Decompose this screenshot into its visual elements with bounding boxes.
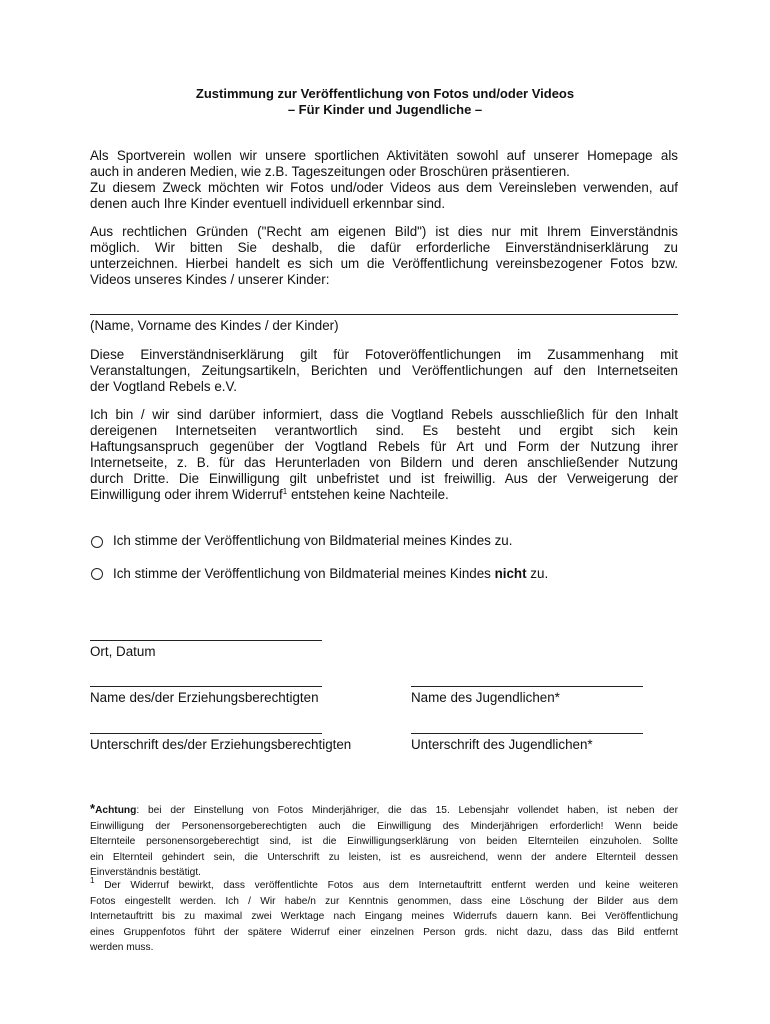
- attention-line: Elternteile personensorgeberechtigt sind, ist die Einwilligungserklärung von beiden Elternteilen einzuholen. Sollte: [90, 836, 678, 847]
- consent-no-tail: zu.: [526, 566, 549, 581]
- footnote-1: [90, 878, 678, 956]
- attention-label: Achtung: [95, 805, 137, 816]
- guardian-name-label: Name des/der Erziehungsberechtigten: [90, 690, 319, 705]
- intro-line: Zu diesem Zweck möchten wir Fotos und/oder Videos aus dem Vereinsleben verwenden, auf: [90, 180, 678, 195]
- liability-line: durch Dritte. Die Einwilligung gilt unbefristet und ist freiwillig. Aus der Verweigerung der: [90, 471, 678, 486]
- attention-line: Einverständnis bestätigt.: [90, 867, 201, 878]
- liability-line: Internetseite, z. B. für das Herunterladen von Bildern und deren anschließender Nutzung: [90, 455, 678, 470]
- legal-line: möglich. Wir bitten Sie deshalb, die dafür erforderliche Einverständniserklärung zu: [90, 240, 678, 255]
- footnote-marker: 1: [90, 876, 95, 885]
- liability-line: Ich bin / wir sind darüber informiert, dass die Vogtland Rebels ausschließlich für den Inhalt: [90, 407, 678, 422]
- scope-paragraph: [90, 347, 678, 395]
- title-line-2: – Für Kinder und Jugendliche –: [287, 102, 483, 117]
- footnote-line: werden muss.: [90, 942, 154, 953]
- form-title: [0, 86, 770, 118]
- footnote-line: eines Gruppenfotos führt der spätere Widerruf einer einzelnen Person grds. nicht dazu, dass das Bild entfernt: [90, 926, 678, 938]
- youth-name-label: Name des Jugendlichen*: [411, 690, 560, 705]
- intro-line: Als Sportverein wollen wir unsere sportlichen Aktivitäten sowohl auf unserer Homepage als: [90, 148, 678, 163]
- footnote-line: Internetauftritt bis zu maximal zwei Werktage nach Eingang meines Widerrufs dauern kann. Bei Veröffentlichung: [90, 911, 678, 922]
- guardian-name-field[interactable]: [90, 686, 322, 687]
- scope-line: Diese Einverständniserklärung gilt für Fotoveröffentlichungen im Zusammenhang mit: [90, 347, 678, 362]
- consent-no-radio[interactable]: [91, 568, 103, 580]
- intro-line: auch in anderen Medien, wie z.B. Tageszeitungen oder Broschüren präsentieren.: [90, 164, 570, 179]
- consent-no-emphasis: nicht: [494, 566, 527, 581]
- place-date-field[interactable]: [90, 640, 322, 641]
- scope-line: Veranstaltungen, Zeitungsartikeln, Berichten und Veröffentlichungen auf den Internetseiten: [90, 363, 678, 378]
- liability-last-tail: entstehen keine Nachteile.: [287, 487, 449, 502]
- place-date-label: Ort, Datum: [90, 644, 156, 659]
- guardian-signature-label: Unterschrift des/der Erziehungsberechtigten: [90, 737, 352, 752]
- youth-signature-label: Unterschrift des Jugendlichen*: [411, 737, 593, 752]
- liability-line: dereigenen Internetseiten verantwortlich sind. Es besteht und ergibt sich kein: [90, 423, 678, 438]
- guardian-signature-field[interactable]: [90, 733, 322, 734]
- consent-yes-label[interactable]: Ich stimme der Veröffentlichung von Bildmaterial meines Kindes zu.: [113, 533, 513, 548]
- liability-paragraph: [90, 407, 678, 503]
- footnote-text: Der Widerruf bewirkt, dass veröffentlichte Fotos aus dem Internetauftritt entfernt werden und keine weiteren: [94, 880, 678, 891]
- consent-no-text: Ich stimme der Veröffentlichung von Bildmaterial meines Kindes: [113, 566, 495, 581]
- liability-last-text: Einwilligung oder ihrem Widerruf: [90, 487, 283, 502]
- legal-line: Videos unseres Kindes / unserer Kinder:: [90, 272, 330, 287]
- legal-line: unterzeichnen. Hierbei handelt es sich um die Veröffentlichung vereinsbezogener Fotos bzw.: [90, 256, 678, 271]
- asterisk-marker: *: [90, 801, 96, 816]
- consent-yes-radio[interactable]: [91, 536, 103, 548]
- footnote-line: [90, 878, 678, 894]
- attention-line: Einwilligung der Personensorgeberechtigten auch die Einwilligung des Minderjährigen erforderlich! Wenn beide: [90, 820, 678, 832]
- youth-signature-field[interactable]: [411, 733, 643, 734]
- scope-line: der Vogtland Rebels e.V.: [90, 379, 237, 394]
- liability-line: Haftungsanspruch gegenüber der Vogtland Rebels für Art und Form der Nutzung ihrer: [90, 439, 678, 454]
- attention-line: ein Elternteil gehindert sein, die Unterschrift zu leisten, ist es ausreichend, wenn der andere Elternteil dessen: [90, 851, 678, 863]
- child-name-label: (Name, Vorname des Kindes / der Kinder): [90, 318, 339, 333]
- legal-paragraph: [90, 224, 678, 288]
- footnote-line: Fotos eingestellt werden. Ich / Wir habe/n zur Kenntnis genommen, dass eine Löschung der Bilder aus dem: [90, 895, 678, 907]
- youth-name-field[interactable]: [411, 686, 643, 687]
- legal-line: Aus rechtlichen Gründen ("Recht am eigenen Bild") ist dies nur mit Ihrem Einverständnis: [90, 224, 678, 239]
- attention-note: [90, 801, 678, 881]
- intro-line: denen auch Ihre Kinder eventuell individuell erkennbar sind.: [90, 196, 446, 211]
- attention-line: [90, 801, 678, 819]
- consent-no-label[interactable]: [113, 566, 548, 582]
- intro-paragraph: [90, 148, 678, 212]
- child-name-field[interactable]: [90, 314, 678, 315]
- footnote-ref: 1: [282, 487, 288, 496]
- attention-text: : bei der Einstellung von Fotos Minderjähriger, die das 15. Lebensjahr vollendet haben, ist neben der: [136, 805, 678, 816]
- liability-line-last: [90, 487, 678, 503]
- title-line-1: Zustimmung zur Veröffentlichung von Fotos und/oder Videos: [195, 86, 575, 101]
